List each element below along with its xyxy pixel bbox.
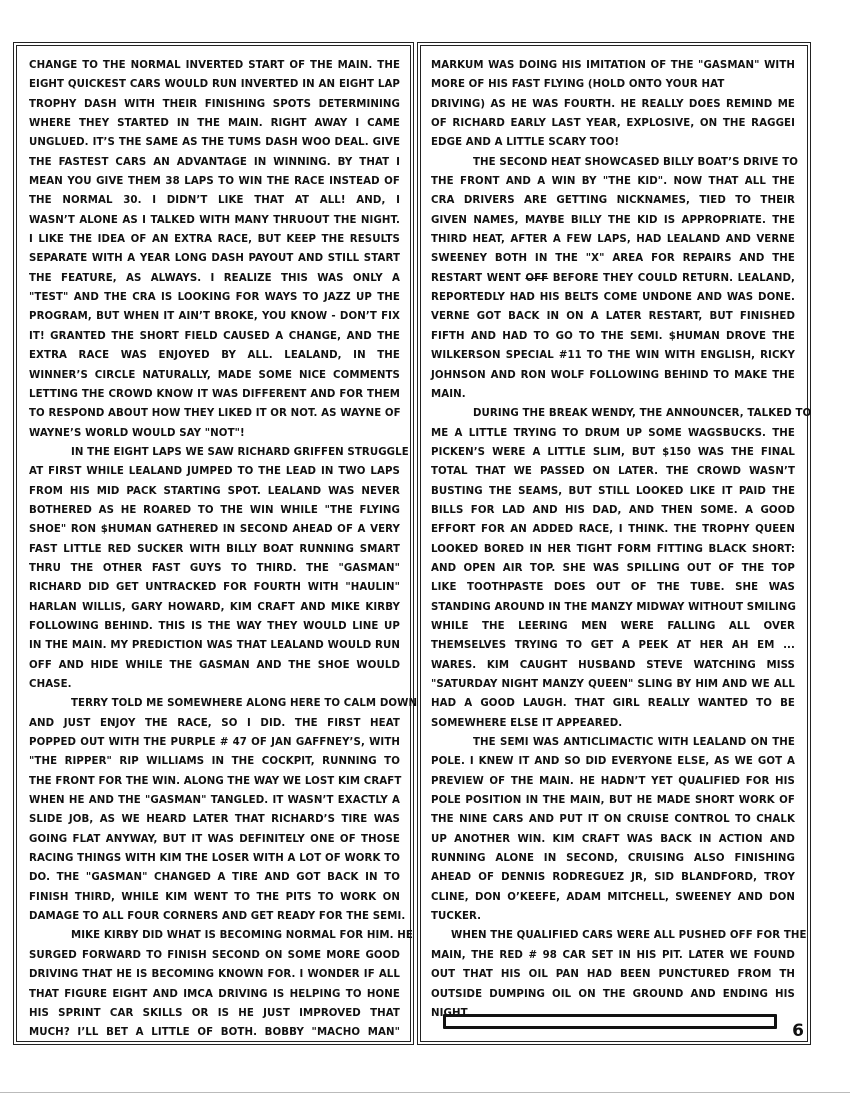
text-line: EXTRA RACE WAS ENJOYED BY ALL. LEALAND, IN THE <box>29 350 400 362</box>
text-line: CHANGE TO THE NORMAL INVERTED START OF THE MAIN. THE <box>29 60 400 71</box>
text-line: LOOKED BORED IN HER TIGHT FORM FITTING BLACK SHORT: <box>431 543 795 555</box>
text-line: TO RESPOND ABOUT HOW THEY LIKED IT OR NOT. AS WAYNE OF <box>29 408 401 420</box>
struck-word: OFF <box>525 272 549 284</box>
text-line: TERRY TOLD ME SOMEWHERE ALONG HERE TO CALM DOWN <box>71 698 418 710</box>
text-line: POLE POSITION IN THE MAIN, BUT HE MADE SHORT WORK OF <box>431 795 795 807</box>
text-line: RUNNING ALONE IN SECOND, CRUISING ALSO FINISHING <box>431 853 795 865</box>
text-line: AT FIRST WHILE LEALAND JUMPED TO THE LEAD IN TWO LAPS <box>29 466 400 478</box>
text-line: SHOE" RON $HUMAN GATHERED IN SECOND AHEAD OF A VERY <box>29 524 400 536</box>
text-line: FINISH THIRD, WHILE KIM WENT TO THE PITS TO WORK ON <box>29 891 400 903</box>
text-line: THE NORMAL 30. I DIDN’T LIKE THAT AT ALL! AND, I <box>29 195 400 207</box>
text-line: RACING THINGS WITH KIM THE LOSER WITH A LOT OF WORK TO <box>29 853 400 865</box>
text-line: NIGHT. <box>431 1007 471 1019</box>
text-line: MAIN. <box>431 388 466 400</box>
text-line: PICKEN’S WERE A LITTLE SLIM, BUT $150 WAS THE FINAL <box>431 446 795 458</box>
text-line: WARES. KIM CAUGHT HUSBAND STEVE WATCHING MISS <box>431 659 795 671</box>
text-line: THE SECOND HEAT SHOWCASED BILLY BOAT’S DRIVE TO <box>473 156 799 168</box>
text-line: CLINE, DON O’KEEFE, ADAM MITCHELL, SWEENEY AND DON <box>431 891 795 903</box>
text-line: SOMEWHERE ELSE IT APPEARED. <box>431 717 623 729</box>
text-line: POLE. I KNEW IT AND SO DID EVERYONE ELSE, AS WE GOT A <box>431 756 795 768</box>
text-line: OUTSIDE DUMPING OIL ON THE GROUND AND ENDING HIS <box>431 988 795 1000</box>
text-line: EDGE AND A LITTLE SCARY TOO! <box>431 137 620 149</box>
text-line: MIKE KIRBY DID WHAT IS BECOMING NORMAL FOR HIM. HE <box>71 930 413 942</box>
text-line: THE FEATURE, AS ALWAYS. I REALIZE THIS WAS ONLY A <box>29 272 400 284</box>
right-column-text <box>431 56 812 1023</box>
text-line: DURING THE BREAK WENDY, THE ANNOUNCER, TALKED TO <box>473 408 812 420</box>
text-line: OF RICHARD EARLY LAST YEAR, EXPLOSIVE, ON THE RAGGEI <box>431 118 795 130</box>
text-line: BOTHERED AS HE ROARED TO THE WIN WHILE "THE FLYING <box>29 504 400 516</box>
text-line: CRA DRIVERS ARE GETTING NICKNAMES, TIED TO THEIR <box>431 195 795 207</box>
text-line: AHEAD OF DENNIS RODREGUEZ JR, SID BLANDFORD, TROY <box>431 872 795 884</box>
text-line: THE FASTEST CARS AN ADVANTAGE IN WINNING. BY THAT I <box>29 156 400 168</box>
text-line: WHILE THE LEERING MEN WERE FALLING ALL OVER <box>431 620 795 632</box>
text-line: TROPHY DASH WITH THEIR FINISHING SPOTS DETERMINING <box>29 98 400 110</box>
left-column <box>13 42 418 1045</box>
text-line: BILLS FOR LAD AND HIS DAD, AND THEN SOME. A GOOD <box>431 504 795 516</box>
text-line: DO. THE "GASMAN" CHANGED A TIRE AND GOT BACK IN TO <box>29 872 400 884</box>
text-line: HIS SPRINT CAR SKILLS OR IS HE JUST IMPROVED THAT <box>29 1007 400 1019</box>
scan-edge-divider <box>0 1092 850 1093</box>
text-line: IT! GRANTED THE SHORT FIELD CAUSED A CHANGE, AND THE <box>29 330 400 342</box>
text-line: FROM HIS MID PACK STARTING SPOT. LEALAND WAS NEVER <box>29 485 400 497</box>
text-line: THEMSELVES TRYING TO GET A PEEK AT HER AH EM ... <box>431 640 795 652</box>
text-line: LETTING THE CROWD KNOW IT WAS DIFFERENT AND FOR THEM <box>29 388 400 400</box>
text-line: TUCKER. <box>431 911 482 923</box>
text-line: SWEENEY BOTH IN THE "X" AREA FOR REPAIRS AND THE <box>431 253 795 265</box>
text-line: UNGLUED. IT’S THE SAME AS THE TUMS DASH WOO DEAL. GIVE <box>29 137 400 149</box>
text-line: THRU THE OTHER FAST GUYS TO THIRD. THE "GASMAN" <box>29 562 400 574</box>
text-line: WHEN HE AND THE "GASMAN" TANGLED. IT WASN’T EXACTLY A <box>29 795 400 807</box>
text-line: EFFORT FOR AN ADDED RACE, I THINK. THE TROPHY QUEEN <box>431 524 795 536</box>
text-line: DAMAGE TO ALL FOUR CORNERS AND GET READY FOR THE SEMI. <box>29 911 406 923</box>
text-line: EIGHT QUICKEST CARS WOULD RUN INVERTED IN AN EIGHT LAP <box>29 79 400 91</box>
text-line: THE SEMI WAS ANTICLIMACTIC WITH LEALAND ON THE <box>473 737 795 749</box>
text-line: THAT FIGURE EIGHT AND IMCA DRIVING IS HELPING TO HONE <box>29 988 400 1000</box>
text-line: RICHARD DID GET UNTRACKED FOR FOURTH WITH "HAULIN" <box>29 582 400 594</box>
text-line: BUSTING THE SEAMS, BUT STILL LOOKED LIKE IT PAID THE <box>431 485 795 497</box>
text-line: POPPED OUT WITH THE PURPLE # 47 OF JAN GAFFNEY’S, WITH <box>29 737 400 749</box>
text-line: LIKE TOOTHPASTE DOES OUT OF THE TUBE. SHE WAS <box>431 582 795 594</box>
text-line: WHEN THE QUALIFIED CARS WERE ALL PUSHED OFF FOR THE <box>451 930 807 942</box>
text-line: OFF AND HIDE WHILE THE GASMAN AND THE SHOE WOULD <box>29 659 400 671</box>
text-line: IN THE EIGHT LAPS WE SAW RICHARD GRIFFEN STRUGGLE <box>71 446 409 458</box>
text-line: DRIVING THAT HE IS BECOMING KNOWN FOR. I WONDER IF ALL <box>29 969 400 981</box>
footer-bar <box>443 1014 777 1029</box>
text-line: "THE RIPPER" RIP WILLIAMS IN THE COCKPIT, RUNNING TO <box>29 756 400 768</box>
text-line: HAD A GOOD LAUGH. THAT GIRL REALLY WANTED TO BE <box>431 698 795 710</box>
text-line: UP ANOTHER WIN. KIM CRAFT WAS BACK IN ACTION AND <box>431 833 795 845</box>
text-line: STANDING AROUND IN THE MANZY MIDWAY WITHOUT SMILING <box>431 601 796 613</box>
text-line: "SATURDAY NIGHT MANZY QUEEN" SLING BY HIM AND WE ALL <box>431 679 795 690</box>
text-line: IN THE MAIN. MY PREDICTION WAS THAT LEALAND WOULD RUN <box>29 640 400 652</box>
text-line: THE FRONT FOR THE WIN. ALONG THE WAY WE LOST KIM CRAFT <box>29 775 402 787</box>
text-line: GOING FLAT ANYWAY, BUT IT WAS DEFINITELY ONE OF THOSE <box>29 833 400 845</box>
text-line: WINNER’S CIRCLE NATURALLY, MADE SOME NICE COMMENTS <box>29 369 400 381</box>
text-line: DRIVING) AS HE WAS FOURTH. HE REALLY DOES REMIND ME <box>431 98 795 110</box>
text-line: FAST LITTLE RED SUCKER WITH BILLY BOAT RUNNING SMART <box>29 543 400 555</box>
text-line: THE FRONT AND A WIN BY "THE KID". NOW THAT ALL THE <box>431 176 795 188</box>
text-line: OUT THAT HIS OIL PAN HAD BEEN PUNCTURED FROM TH <box>431 969 795 981</box>
text-line: AND JUST ENJOY THE RACE, SO I DID. THE FIRST HEAT <box>29 717 400 729</box>
text-line: THIRD HEAT, AFTER A FEW LAPS, HAD LEALAND AND VERNE <box>431 234 795 246</box>
text-line: WILKERSON SPECIAL #11 TO THE WIN WITH ENGLISH, RICKY <box>431 350 795 362</box>
text-line: THE NINE CARS AND PUT IT ON CRUISE CONTROL TO CHALK <box>431 814 795 826</box>
text-line: SURGED FORWARD TO FINISH SECOND ON SOME MORE GOOD <box>29 949 400 961</box>
left-column-text <box>29 56 418 1043</box>
text-line: CHASE. <box>29 679 72 690</box>
text-line: JOHNSON AND RON WOLF FOLLOWING BEHIND TO MAKE THE <box>431 369 795 381</box>
text-line: VERNE GOT BACK IN ON A LATER RESTART, BUT FINISHED <box>431 311 795 323</box>
text-line: GIVEN NAMES, MAYBE BILLY THE KID IS APPROPRIATE. THE <box>431 214 795 226</box>
text-line: REPORTEDLY HAD HIS BELTS COME UNDONE AND WAS DONE. <box>431 292 795 304</box>
text-line: MARKUM WAS DOING HIS IMITATION OF THE "GASMAN" WITH <box>431 60 795 71</box>
text-line: SLIDE JOB, AS WE HEARD LATER THAT RICHARD’S TIRE WAS <box>29 814 400 826</box>
text-line: PREVIEW OF THE MAIN. HE HADN’T YET QUALIFIED FOR HIS <box>431 775 795 787</box>
text-line: HARLAN WILLIS, GARY HOWARD, KIM CRAFT AND MIKE KIRBY <box>29 601 400 613</box>
text-line: PROGRAM, BUT WHEN IT AIN’T BROKE, YOU KNOW - DON’T FIX <box>29 311 400 323</box>
text-line: MORE OF HIS FAST FLYING (HOLD ONTO YOUR HAT <box>431 79 725 91</box>
page-number: 6 <box>792 1021 804 1041</box>
text-line: WASN’T ALONE AS I TALKED WITH MANY THRUOUT THE NIGHT. <box>29 214 400 226</box>
text-line: SEPARATE WITH A YEAR LONG DASH PAYOUT AND STILL START <box>29 253 400 265</box>
text-line: RESTART WENT OFF BEFORE THEY COULD RETURN. LEALAND, <box>431 272 795 284</box>
text-line: WHERE THEY STARTED IN THE MAIN. RIGHT AWAY I CAME <box>29 118 400 130</box>
text-line: TOTAL THAT WE PASSED ON LATER. THE CROWD WASN’T <box>431 466 795 478</box>
text-line: MAIN, THE RED # 98 CAR SET IN HIS PIT. LATER WE FOUND <box>431 949 795 961</box>
text-line: FOLLOWING BEHIND. THIS IS THE WAY THEY WOULD LINE UP <box>29 620 400 632</box>
text-line: "TEST" AND THE CRA IS LOOKING FOR WAYS TO JAZZ UP THE <box>29 292 400 304</box>
text-line: WAYNE’S WORLD WOULD SAY "NOT"! <box>29 427 245 439</box>
text-line: MUCH? I’LL BET A LITTLE OF BOTH. BOBBY "MACHO MAN" <box>29 1027 400 1039</box>
text-line: AND OPEN AIR TOP. SHE WAS SPILLING OUT OF THE TOP <box>431 562 795 574</box>
text-line: I LIKE THE IDEA OF AN EXTRA RACE, BUT KEEP THE RESULTS <box>29 234 400 246</box>
text-line: MEAN YOU GIVE THEM 38 LAPS TO WIN THE RACE INSTEAD OF <box>29 176 400 188</box>
text-line: ME A LITTLE TRYING TO DRUM UP SOME WAGSBUCKS. THE <box>431 427 795 439</box>
text-line: FIFTH AND HAD TO GO TO THE SEMI. $HUMAN DROVE THE <box>431 330 795 342</box>
right-column <box>417 42 811 1045</box>
